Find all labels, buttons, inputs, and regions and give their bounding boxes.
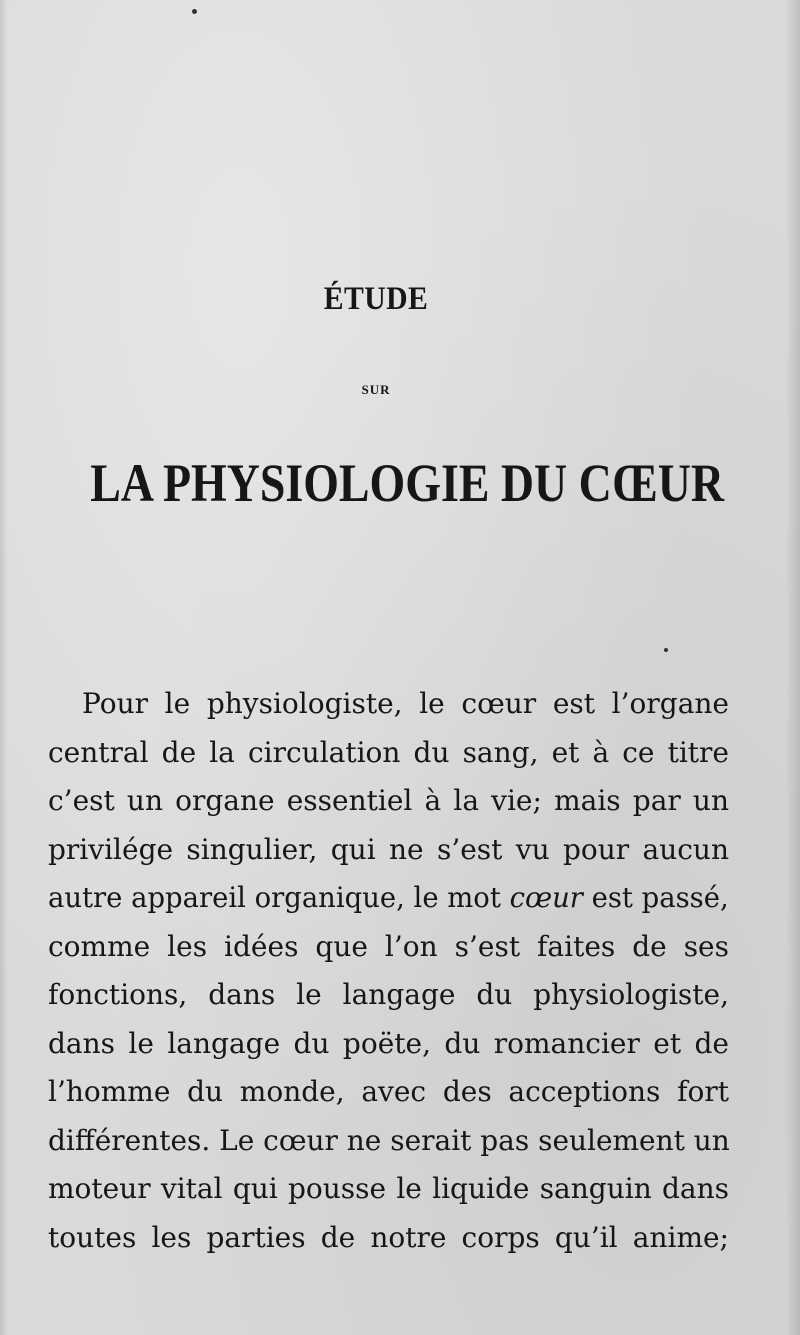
line-text: autre appareil organique, le mot <box>48 881 510 914</box>
heading-connector: SUR <box>361 382 391 397</box>
paragraph-line: central de la circulation du sang, et à ce titre <box>48 735 729 769</box>
paragraph-line: comme les idées que l’on s’est faites de ses <box>48 929 729 963</box>
page-right-shadow <box>786 0 800 1335</box>
paragraph-line: l’homme du monde, avec des acceptions fort <box>48 1075 729 1108</box>
paragraph-line: toutes les parties de notre corps qu’il anime; <box>48 1220 729 1254</box>
paragraph-line: fonctions, dans le langage du physiologiste, <box>48 978 729 1011</box>
paragraph-line <box>48 874 729 923</box>
paragraph-line: Pour le physiologiste, le cœur est l’organe <box>82 687 729 720</box>
paragraph-line: dans le langage du poëte, du romancier et de <box>48 1026 729 1060</box>
ink-speck <box>192 9 197 14</box>
main-title: LA PHYSIOLOGIE DU CŒUR <box>90 453 725 513</box>
line-text: est passé, <box>582 881 729 914</box>
paragraph <box>48 680 729 1262</box>
paragraph-line: moteur vital qui pousse le liquide sanguin dans <box>48 1172 729 1205</box>
ink-speck <box>664 648 668 652</box>
paragraph-line: c’est un organe essentiel à la vie; mais par un <box>48 784 729 817</box>
paragraph-line: privilége singulier, qui ne s’est vu pour aucun <box>48 832 729 866</box>
italic-word: cœur <box>509 881 583 914</box>
heading-top: ÉTUDE <box>323 281 429 317</box>
paragraph-line: différentes. Le cœur ne serait pas seulement un <box>48 1123 730 1157</box>
page-left-shadow <box>0 0 8 1335</box>
